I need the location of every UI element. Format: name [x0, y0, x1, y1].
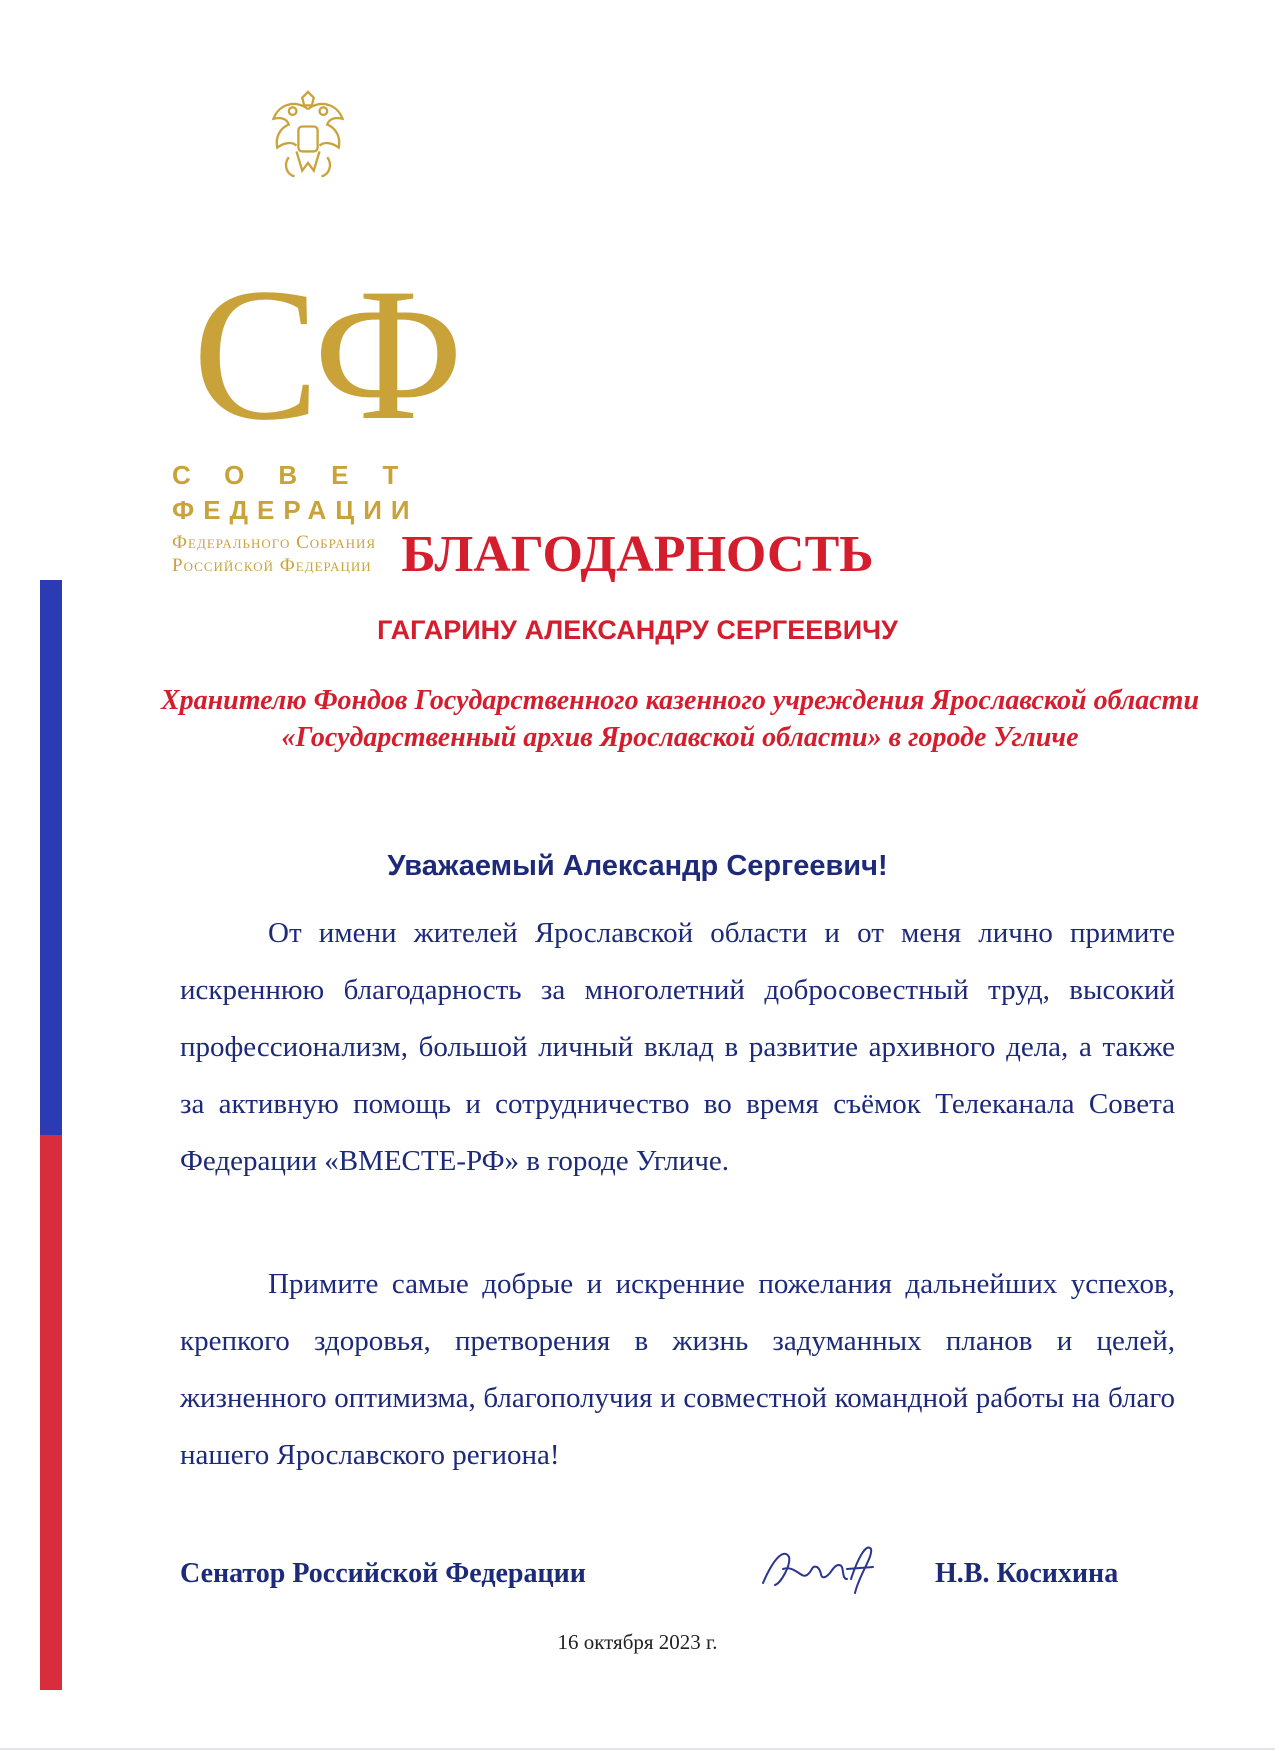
signer-name: Н.В. Косихина [935, 1558, 1119, 1589]
document-title: БЛАГОДАРНОСТЬ [401, 526, 874, 583]
logo-line-federal-assembly: Федерального Собрания [172, 532, 377, 553]
recipient-name: ГАГАРИНУ АЛЕКСАНДРУ СЕРГЕЕВИЧУ [377, 615, 898, 645]
logo-line-federacii: ФЕДЕРАЦИИ [172, 495, 419, 525]
tricolor-stripe-red [40, 1135, 62, 1690]
greeting: Уважаемый Александр Сергеевич! [387, 850, 888, 882]
senator-title: Сенатор Российской Федерации [180, 1558, 586, 1589]
document-date: 16 октября 2023 г. [557, 1630, 718, 1654]
bottom-edge-line [0, 1748, 1275, 1750]
logo-line-russian-federation: Российской Федерации [172, 555, 372, 576]
recipient-position: Хранителю Фондов Государственного казенного учреждения Ярославской области «Государственный архив Ярославской области» в городе Угличе [160, 685, 1200, 753]
logo-line-sovet: СОВЕТ [172, 460, 433, 490]
double-headed-eagle-icon [260, 90, 356, 186]
logo-monogram: СФ [192, 250, 458, 460]
body-paragraph-1: От имени жителей Ярославской области и от меня лично примите искреннюю благодарность за многолетний добросовестный труд, высокий профессионализм, большой личный вклад в развитие архивного дела, а также за активную помощь и сотрудничество во время съёмок Телеканала Совета Федерации «ВМЕСТЕ-РФ» в городе Угличе. [180, 917, 1175, 1177]
handwritten-signature [755, 1535, 890, 1600]
body-paragraph-2: Примите самые добрые и искренние пожелания дальнейших успехов, крепкого здоровья, претворения в жизнь задуманных планов и целей, жизненного оптимизма, благополучия и совместной командной работы на благо нашего Ярославского региона! [180, 1268, 1175, 1471]
